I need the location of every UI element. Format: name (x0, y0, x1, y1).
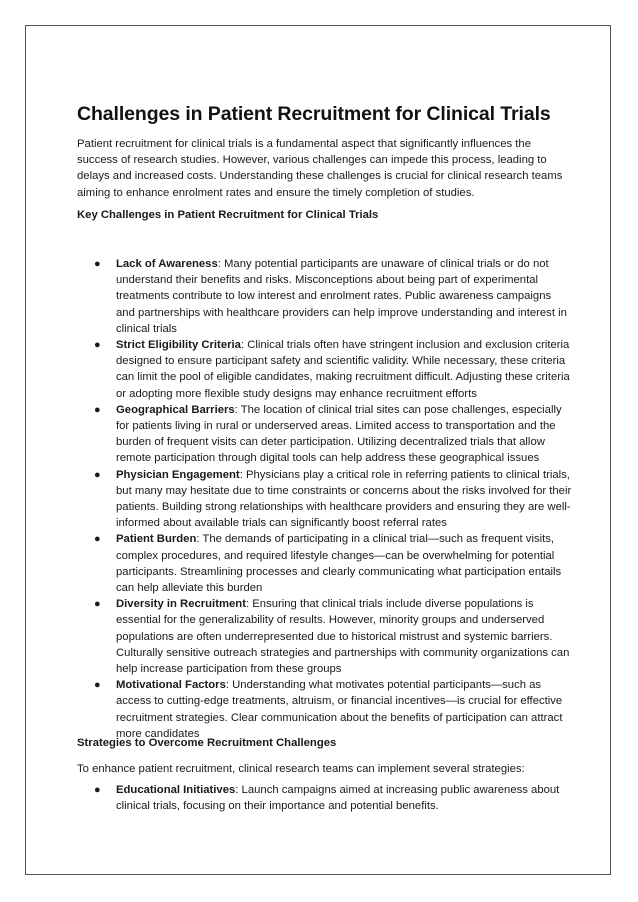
challenge-term: Geographical Barriers (116, 403, 235, 416)
challenge-text: : The location of clinical trial sites can pose challenges, especially for patients living in rural or underserved areas. Limited access to transportation and the burden of frequent visits can deter participation. Utilizing decentralized trials that allow remote participation through digital tools can help address these geographical issues (116, 403, 562, 465)
strategies-list (77, 782, 572, 814)
challenge-text: : Many potential participants are unaware of clinical trials or do not understand their benefits and risks. Misconceptions about being part of experimental treatments contribute to low interest and enrolment rates. Public awareness campaigns and partnerships with healthcare providers can help improve understanding and interest in clinical trials (116, 258, 567, 335)
list-item (77, 402, 572, 467)
intro-paragraph: Patient recruitment for clinical trials is a fundamental aspect that significantly influences the success of research studies. However, various challenges can impede this process, leading to delays and increased costs. Understanding these challenges is crucial for clinical research teams aiming to enhance enrolment rates and ensure the timely completion of studies. (77, 138, 563, 199)
strategy-term: Educational Initiatives (116, 784, 236, 796)
challenge-text: : Clinical trials often have stringent inclusion and exclusion criteria designed to ensure participant safety and scientific validity. While necessary, these criteria can limit the pool of eligible candidates, making recruitment difficult. Adjusting these criteria or adopting more flexible study designs may enhance recruitment efforts (116, 339, 570, 400)
list-item (77, 782, 572, 814)
bullet-icon: ● (94, 533, 101, 546)
strategies-heading: Strategies to Overcome Recruitment Challenges (77, 737, 337, 749)
bullet-icon: ● (94, 403, 101, 416)
challenge-text: : Ensuring that clinical trials include diverse populations is essential for the generalizability of results. However, minority groups and underserved populations are often underrepresented due to historical mistrust and systemic barriers. Culturally sensitive outreach strategies and partnerships with community organizations can help increase participation from these groups (116, 598, 570, 676)
bullet-icon: ● (94, 679, 101, 692)
challenge-text: : The demands of participating in a clinical trial—such as frequent visits, complex procedures, and required lifestyle changes—can be overwhelming for potential participants. Streamlining processes and clearly communicating what participation entails can help alleviate this burden (116, 533, 562, 595)
challenge-term: Lack of Awareness (116, 258, 218, 270)
challenge-text: : Physicians play a critical role in referring patients to clinical trials, but many may hesitate due to time constraints or concerns about the risks involved for their patients. Building strong relationships with healthcare providers and ensuring they are well-informed about available trials can significantly boost referral rates (116, 468, 572, 530)
challenge-term: Motivational Factors (116, 679, 226, 692)
list-item (77, 256, 572, 337)
challenge-term: Patient Burden (116, 533, 197, 546)
strategies-intro: To enhance patient recruitment, clinical research teams can implement several strategies: (77, 763, 525, 775)
bullet-icon: ● (94, 784, 101, 796)
bullet-icon: ● (94, 598, 101, 611)
challenge-text: : Understanding what motivates potential participants—such as access to cutting-edge treatments, altruism, or financial incentives—is crucial for effective recruitment strategies. Clear communication about the benefits of participation can attract more candidates (116, 679, 563, 740)
list-item (77, 467, 572, 532)
list-item (77, 677, 572, 742)
bullet-icon: ● (94, 258, 101, 270)
bullet-icon: ● (94, 468, 101, 481)
bullet-icon: ● (94, 339, 101, 352)
challenge-term: Diversity in Recruitment (116, 598, 246, 611)
list-item (77, 531, 572, 596)
challenges-list (77, 256, 572, 742)
strategy-text: : Launch campaigns aimed at increasing public awareness about clinical trials, focusing on their importance and potential benefits. (116, 784, 560, 813)
challenge-term: Physician Engagement (116, 468, 240, 481)
challenge-term: Strict Eligibility Criteria (116, 339, 241, 352)
page-title: Challenges in Patient Recruitment for Clinical Trials (77, 103, 551, 125)
list-item (77, 596, 572, 677)
key-challenges-heading: Key Challenges in Patient Recruitment for Clinical Trials (77, 209, 379, 221)
list-item (77, 337, 572, 402)
